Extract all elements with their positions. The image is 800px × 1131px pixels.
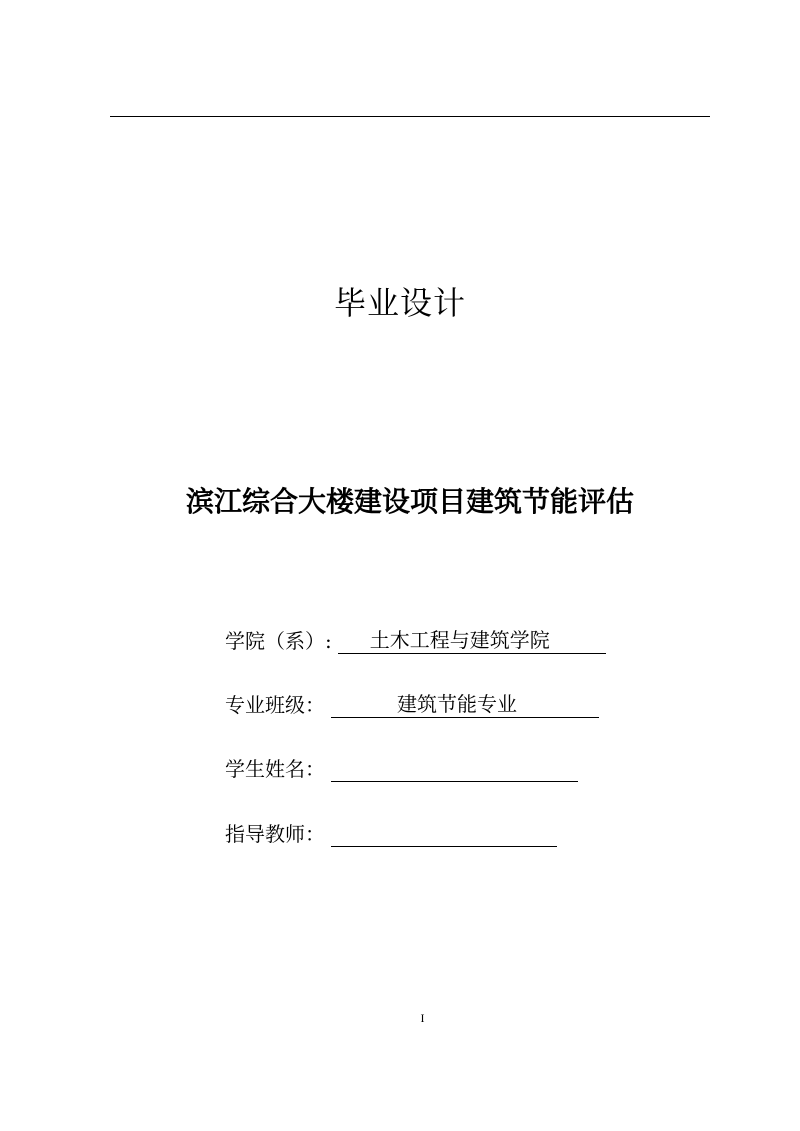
field-advisor-label: 指导教师： [225, 822, 325, 846]
field-college-label: 学院（系）: [225, 629, 332, 653]
field-class-label: 专业班级： [225, 693, 325, 717]
field-student-name [225, 752, 578, 782]
field-student-name-label: 学生姓名： [225, 757, 325, 781]
field-student-name-line [331, 755, 578, 782]
field-college-line [338, 627, 606, 654]
field-class [225, 688, 599, 718]
field-advisor-line [331, 820, 557, 847]
field-advisor [225, 817, 557, 847]
field-class-line [331, 691, 599, 718]
header-rule [110, 116, 710, 117]
thesis-title: 滨江综合大楼建设项目建筑节能评估 [185, 485, 634, 518]
field-college-value: 土木工程与建筑学院 [369, 628, 550, 652]
page-number: I [420, 1011, 425, 1025]
document-type-heading: 毕业设计 [333, 284, 466, 322]
field-class-value: 建筑节能专业 [397, 692, 517, 716]
field-college [225, 624, 606, 654]
